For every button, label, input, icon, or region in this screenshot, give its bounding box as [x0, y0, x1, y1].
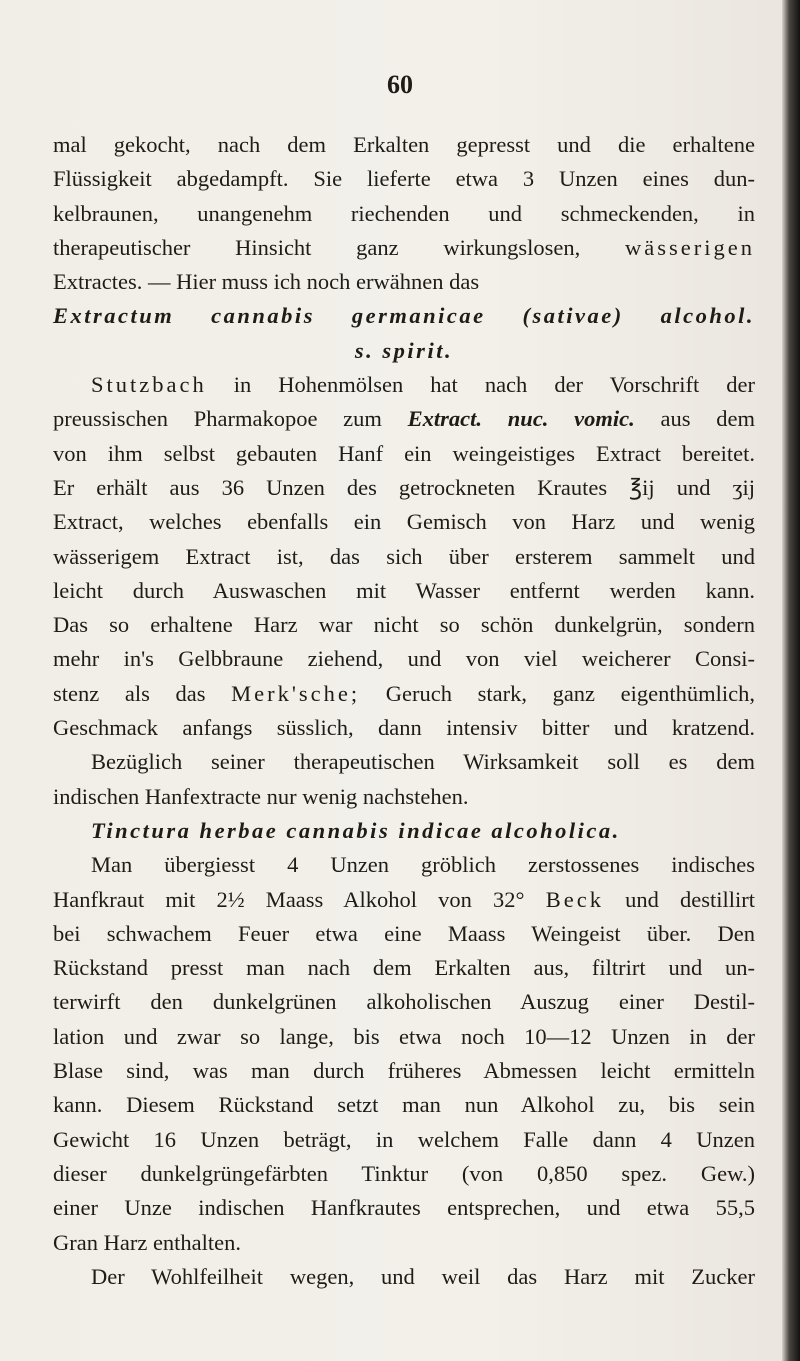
text-segment: preussischen Pharmakopoe zum — [53, 406, 382, 432]
text-line: Bezüglich seiner therapeutischen Wirksamkeit soll es dem — [91, 749, 755, 775]
page-number: 60 — [387, 70, 413, 99]
text-line: von ihm selbst gebauten Hanf ein weingeistiges Extract bereitet. — [53, 440, 755, 466]
text-line: kann. Diesem Rückstand setzt man nun Alkohol zu, bis sein — [53, 1092, 755, 1118]
text-segment: therapeutischer Hinsicht ganz wirkungslosen, — [53, 234, 581, 260]
person-name: Beck — [545, 886, 604, 912]
text-line: Gewicht 16 Unzen beträgt, in welchem Falle dann 4 Unzen — [53, 1126, 755, 1152]
text-line — [53, 231, 755, 265]
text-segment: Geruch stark, ganz eigenthümlich, — [385, 680, 756, 706]
text-segment: aus dem — [660, 406, 756, 432]
text-line: terwirft den dunkelgrünen alkoholischen Auszug einer Destil- — [53, 989, 755, 1015]
text-segment: Hanfkraut mit 2½ Maass Alkohol von 32° — [53, 886, 525, 912]
text-line: indischen Hanfextracte nur wenig nachstehen. — [53, 783, 469, 809]
section-heading: Extractum cannabis germanicae (sativae) alcohol. — [53, 303, 755, 329]
text-line: lation und zwar so lange, bis etwa noch 10—12 Unzen in der — [53, 1023, 755, 1049]
text-line: Geschmack anfangs süsslich, dann intensiv bitter und kratzend. — [53, 715, 755, 741]
italic-term: Extract. nuc. vomic. — [407, 406, 635, 432]
person-name: Merk'sche; — [231, 680, 361, 706]
text-segment: stenz als das — [53, 680, 206, 706]
text-line: Man übergiesst 4 Unzen gröblich zerstossenes indisches — [91, 852, 755, 878]
text-line: Extract, welches ebenfalls ein Gemisch von Harz und wenig — [53, 509, 755, 535]
person-name: Stutzbach — [91, 372, 207, 398]
text-segment: und destillirt — [625, 886, 756, 912]
text-line — [53, 677, 755, 711]
text-line: dieser dunkelgrüngefärbten Tinktur (von 0,850 spez. Gew.) — [53, 1160, 755, 1186]
text-line: Rückstand presst man nach dem Erkalten aus, filtrirt und un- — [53, 955, 755, 981]
page-binding-edge — [782, 0, 800, 1361]
text-line: bei schwachem Feuer etwa eine Maass Weingeist über. Den — [53, 920, 755, 946]
text-line: mal gekocht, nach dem Erkalten gepresst und die erhaltene — [53, 132, 755, 157]
text-line — [53, 402, 755, 436]
text-line: mehr in's Gelbbraune ziehend, und von viel weicherer Consi- — [53, 646, 755, 672]
text-line: Das so erhaltene Harz war nicht so schön dunkelgrün, sondern — [53, 612, 755, 638]
text-line: wässerigem Extract ist, das sich über ersterem sammelt und — [53, 543, 755, 569]
section-heading-continued: s. spirit. — [354, 337, 454, 363]
text-line: Extractes. — Hier muss ich noch erwähnen das — [53, 269, 480, 295]
text-line: Gran Harz enthalten. — [53, 1229, 242, 1255]
text-line: einer Unze indischen Hanfkrautes entsprechen, und etwa 55,5 — [53, 1195, 755, 1221]
text-line: Flüssigkeit abgedampft. Sie lieferte etwa 3 Unzen eines dun- — [53, 166, 755, 192]
text-line: leicht durch Auswaschen mit Wasser entfernt werden kann. — [53, 577, 755, 603]
text-line: Blase sind, was man durch früheres Abmessen leicht ermitteln — [53, 1058, 755, 1084]
text-line: Der Wohlfeilheit wegen, und weil das Harz mit Zucker — [91, 1263, 755, 1289]
body-text — [53, 128, 755, 1294]
text-line — [53, 883, 755, 917]
text-line: Er erhält aus 36 Unzen des getrockneten Krautes ℥ij und ʒij — [53, 474, 755, 500]
emphasis-spaced: wässerigen — [625, 234, 756, 260]
text-segment: in Hohenmölsen hat nach der Vorschrift der — [233, 372, 755, 398]
section-heading: Tinctura herbae cannabis indicae alcoholica. — [91, 817, 621, 843]
text-line: kelbraunen, unangenehm riechenden und schmeckenden, in — [53, 200, 755, 226]
text-line — [53, 368, 755, 402]
